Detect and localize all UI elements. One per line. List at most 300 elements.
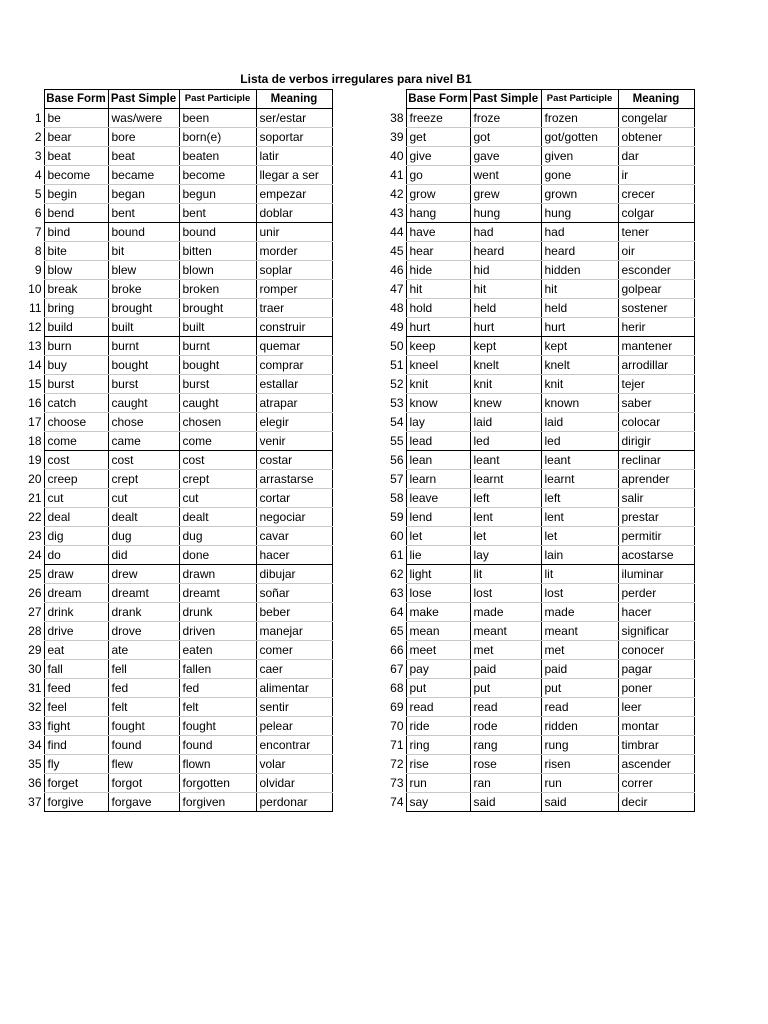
meaning-cell: tener xyxy=(618,223,694,242)
row-number: 15 xyxy=(28,377,42,391)
table-row xyxy=(380,242,694,261)
meaning-cell: golpear xyxy=(618,280,694,299)
row-number: 67 xyxy=(390,662,404,676)
base-form-cell: go xyxy=(406,166,470,185)
past-simple-cell: ate xyxy=(108,641,179,660)
row-number: 22 xyxy=(28,510,42,524)
meaning-cell: encontrar xyxy=(256,736,332,755)
meaning-cell: soñar xyxy=(256,584,332,603)
past-simple-cell: lay xyxy=(470,546,541,565)
header-past-participle: Past Participle xyxy=(179,90,256,109)
past-participle-cell: gone xyxy=(541,166,618,185)
table-row xyxy=(380,698,694,717)
table-row xyxy=(18,546,332,565)
meaning-cell: quemar xyxy=(256,337,332,356)
past-participle-cell: paid xyxy=(541,660,618,679)
table-row xyxy=(18,527,332,546)
row-number: 30 xyxy=(28,662,42,676)
table-row xyxy=(380,584,694,603)
row-number: 49 xyxy=(390,320,404,334)
table-row xyxy=(380,489,694,508)
base-form-cell: hang xyxy=(406,204,470,223)
past-participle-cell: dug xyxy=(179,527,256,546)
past-simple-cell: fed xyxy=(108,679,179,698)
row-number: 2 xyxy=(34,130,42,144)
table-row xyxy=(18,147,332,166)
past-simple-cell: bent xyxy=(108,204,179,223)
past-simple-cell: put xyxy=(470,679,541,698)
past-participle-cell: put xyxy=(541,679,618,698)
row-number: 8 xyxy=(34,244,42,258)
row-number: 12 xyxy=(28,320,42,334)
base-form-cell: lay xyxy=(406,413,470,432)
row-number: 48 xyxy=(390,301,404,315)
row-number: 19 xyxy=(28,453,42,467)
table-row xyxy=(380,394,694,413)
meaning-cell: dirigir xyxy=(618,432,694,451)
past-simple-cell: let xyxy=(470,527,541,546)
past-simple-cell: laid xyxy=(470,413,541,432)
base-form-cell: run xyxy=(406,774,470,793)
meaning-cell: costar xyxy=(256,451,332,470)
base-form-cell: blow xyxy=(44,261,108,280)
past-simple-cell: knelt xyxy=(470,356,541,375)
table-row xyxy=(18,109,332,128)
base-form-cell: bring xyxy=(44,299,108,318)
table-row xyxy=(380,774,694,793)
base-form-cell: do xyxy=(44,546,108,565)
base-form-cell: hit xyxy=(406,280,470,299)
table-body-right xyxy=(380,109,694,812)
past-simple-cell: met xyxy=(470,641,541,660)
meaning-cell: latir xyxy=(256,147,332,166)
row-number: 60 xyxy=(390,529,404,543)
base-form-cell: be xyxy=(44,109,108,128)
past-simple-cell: brought xyxy=(108,299,179,318)
past-participle-cell: built xyxy=(179,318,256,337)
header-meaning: Meaning xyxy=(256,90,332,109)
base-form-cell: mean xyxy=(406,622,470,641)
header-base-form: Base Form xyxy=(406,90,470,109)
table-row xyxy=(380,679,694,698)
base-form-cell: hear xyxy=(406,242,470,261)
base-form-cell: read xyxy=(406,698,470,717)
meaning-cell: permitir xyxy=(618,527,694,546)
base-form-cell: leave xyxy=(406,489,470,508)
base-form-cell: forget xyxy=(44,774,108,793)
base-form-cell: rise xyxy=(406,755,470,774)
past-participle-cell: come xyxy=(179,432,256,451)
table-row xyxy=(380,109,694,128)
table-row xyxy=(18,508,332,527)
past-simple-cell: bought xyxy=(108,356,179,375)
past-simple-cell: went xyxy=(470,166,541,185)
meaning-cell: crecer xyxy=(618,185,694,204)
meaning-cell: beber xyxy=(256,603,332,622)
base-form-cell: give xyxy=(406,147,470,166)
past-simple-cell: bore xyxy=(108,128,179,147)
base-form-cell: hold xyxy=(406,299,470,318)
meaning-cell: prestar xyxy=(618,508,694,527)
past-simple-cell: began xyxy=(108,185,179,204)
past-simple-cell: beat xyxy=(108,147,179,166)
past-simple-cell: hid xyxy=(470,261,541,280)
base-form-cell: lose xyxy=(406,584,470,603)
base-form-cell: grow xyxy=(406,185,470,204)
past-simple-cell: had xyxy=(470,223,541,242)
table-row xyxy=(380,641,694,660)
base-form-cell: dig xyxy=(44,527,108,546)
table-row xyxy=(18,204,332,223)
verb-table-right xyxy=(380,89,695,812)
row-number: 35 xyxy=(28,757,42,771)
table-row xyxy=(380,223,694,242)
header-base-form: Base Form xyxy=(44,90,108,109)
past-simple-cell: cut xyxy=(108,489,179,508)
row-number: 73 xyxy=(390,776,404,790)
row-number: 38 xyxy=(390,111,404,125)
base-form-cell: bear xyxy=(44,128,108,147)
past-participle-cell: chosen xyxy=(179,413,256,432)
row-number: 56 xyxy=(390,453,404,467)
past-simple-cell: burnt xyxy=(108,337,179,356)
row-number: 71 xyxy=(390,738,404,752)
base-form-cell: make xyxy=(406,603,470,622)
table-row xyxy=(18,394,332,413)
row-number: 24 xyxy=(28,548,42,562)
past-simple-cell: did xyxy=(108,546,179,565)
table-row xyxy=(380,318,694,337)
meaning-cell: soportar xyxy=(256,128,332,147)
past-simple-cell: leant xyxy=(470,451,541,470)
past-simple-cell: made xyxy=(470,603,541,622)
base-form-cell: lie xyxy=(406,546,470,565)
meaning-cell: pelear xyxy=(256,717,332,736)
past-participle-cell: bent xyxy=(179,204,256,223)
base-form-cell: pay xyxy=(406,660,470,679)
past-simple-cell: caught xyxy=(108,394,179,413)
base-form-cell: dream xyxy=(44,584,108,603)
meaning-cell: alimentar xyxy=(256,679,332,698)
row-number: 17 xyxy=(28,415,42,429)
past-participle-cell: fed xyxy=(179,679,256,698)
row-number: 64 xyxy=(390,605,404,619)
past-simple-cell: got xyxy=(470,128,541,147)
meaning-cell: iluminar xyxy=(618,565,694,584)
row-number: 13 xyxy=(28,339,42,353)
meaning-cell: comer xyxy=(256,641,332,660)
meaning-cell: cortar xyxy=(256,489,332,508)
past-participle-cell: fought xyxy=(179,717,256,736)
past-participle-cell: laid xyxy=(541,413,618,432)
past-simple-cell: bound xyxy=(108,223,179,242)
meaning-cell: colgar xyxy=(618,204,694,223)
meaning-cell: atrapar xyxy=(256,394,332,413)
meaning-cell: comprar xyxy=(256,356,332,375)
row-number: 72 xyxy=(390,757,404,771)
base-form-cell: bite xyxy=(44,242,108,261)
meaning-cell: correr xyxy=(618,774,694,793)
past-simple-cell: hit xyxy=(470,280,541,299)
table-row xyxy=(18,470,332,489)
base-form-cell: learn xyxy=(406,470,470,489)
meaning-cell: construir xyxy=(256,318,332,337)
table-row xyxy=(18,489,332,508)
past-simple-cell: grew xyxy=(470,185,541,204)
past-participle-cell: leant xyxy=(541,451,618,470)
row-number: 40 xyxy=(390,149,404,163)
row-number: 63 xyxy=(390,586,404,600)
past-simple-cell: drew xyxy=(108,565,179,584)
table-row xyxy=(18,755,332,774)
past-simple-cell: fought xyxy=(108,717,179,736)
past-participle-cell: felt xyxy=(179,698,256,717)
past-participle-cell: made xyxy=(541,603,618,622)
row-number: 6 xyxy=(34,206,42,220)
past-simple-cell: drove xyxy=(108,622,179,641)
table-row xyxy=(18,280,332,299)
meaning-cell: salir xyxy=(618,489,694,508)
row-number: 11 xyxy=(29,301,42,315)
base-form-cell: lean xyxy=(406,451,470,470)
table-row xyxy=(18,698,332,717)
row-number: 50 xyxy=(390,339,404,353)
base-form-cell: knit xyxy=(406,375,470,394)
row-number: 23 xyxy=(28,529,42,543)
past-simple-cell: broke xyxy=(108,280,179,299)
table-row xyxy=(380,147,694,166)
table-row xyxy=(380,299,694,318)
table-row xyxy=(380,166,694,185)
past-simple-cell: chose xyxy=(108,413,179,432)
meaning-cell: pagar xyxy=(618,660,694,679)
table-row xyxy=(18,641,332,660)
base-form-cell: light xyxy=(406,565,470,584)
header-past-participle: Past Participle xyxy=(541,90,618,109)
row-number: 54 xyxy=(390,415,404,429)
table-row xyxy=(18,622,332,641)
table-row xyxy=(380,337,694,356)
header-meaning: Meaning xyxy=(618,90,694,109)
past-simple-cell: kept xyxy=(470,337,541,356)
meaning-cell: significar xyxy=(618,622,694,641)
meaning-cell: caer xyxy=(256,660,332,679)
past-participle-cell: bitten xyxy=(179,242,256,261)
past-participle-cell: burnt xyxy=(179,337,256,356)
meaning-cell: morder xyxy=(256,242,332,261)
past-simple-cell: hung xyxy=(470,204,541,223)
past-participle-cell: blown xyxy=(179,261,256,280)
past-simple-cell: flew xyxy=(108,755,179,774)
row-number: 5 xyxy=(34,187,42,201)
meaning-cell: hacer xyxy=(256,546,332,565)
table-row xyxy=(380,603,694,622)
row-number: 55 xyxy=(390,434,404,448)
table-row xyxy=(380,755,694,774)
past-simple-cell: drank xyxy=(108,603,179,622)
meaning-cell: olvidar xyxy=(256,774,332,793)
row-number: 62 xyxy=(390,567,404,581)
meaning-cell: perder xyxy=(618,584,694,603)
table-row xyxy=(380,565,694,584)
meaning-cell: manejar xyxy=(256,622,332,641)
meaning-cell: empezar xyxy=(256,185,332,204)
base-form-cell: choose xyxy=(44,413,108,432)
row-number: 46 xyxy=(390,263,404,277)
past-simple-cell: paid xyxy=(470,660,541,679)
row-number: 32 xyxy=(28,700,42,714)
past-participle-cell: fallen xyxy=(179,660,256,679)
past-participle-cell: become xyxy=(179,166,256,185)
base-form-cell: beat xyxy=(44,147,108,166)
past-simple-cell: learnt xyxy=(470,470,541,489)
base-form-cell: fight xyxy=(44,717,108,736)
past-participle-cell: knelt xyxy=(541,356,618,375)
base-form-cell: burst xyxy=(44,375,108,394)
base-form-cell: say xyxy=(406,793,470,812)
row-number: 36 xyxy=(28,776,42,790)
base-form-cell: let xyxy=(406,527,470,546)
meaning-cell: tejer xyxy=(618,375,694,394)
table-row xyxy=(18,774,332,793)
table-row xyxy=(18,337,332,356)
table-row xyxy=(18,432,332,451)
past-simple-cell: lent xyxy=(470,508,541,527)
past-participle-cell: said xyxy=(541,793,618,812)
base-form-cell: find xyxy=(44,736,108,755)
meaning-cell: oir xyxy=(618,242,694,261)
table-row xyxy=(18,565,332,584)
past-participle-cell: lost xyxy=(541,584,618,603)
past-participle-cell: hurt xyxy=(541,318,618,337)
past-participle-cell: bound xyxy=(179,223,256,242)
row-number: 68 xyxy=(390,681,404,695)
table-row xyxy=(380,261,694,280)
table-row xyxy=(380,280,694,299)
base-form-cell: creep xyxy=(44,470,108,489)
row-number: 18 xyxy=(28,434,42,448)
meaning-cell: soplar xyxy=(256,261,332,280)
table-row xyxy=(380,527,694,546)
past-participle-cell: given xyxy=(541,147,618,166)
row-number: 59 xyxy=(390,510,404,524)
row-number: 74 xyxy=(390,795,404,809)
past-participle-cell: grown xyxy=(541,185,618,204)
meaning-cell: aprender xyxy=(618,470,694,489)
past-simple-cell: cost xyxy=(108,451,179,470)
table-row xyxy=(380,356,694,375)
meaning-cell: ascender xyxy=(618,755,694,774)
meaning-cell: llegar a ser xyxy=(256,166,332,185)
past-simple-cell: heard xyxy=(470,242,541,261)
past-participle-cell: risen xyxy=(541,755,618,774)
past-participle-cell: forgotten xyxy=(179,774,256,793)
meaning-cell: ir xyxy=(618,166,694,185)
past-simple-cell: rang xyxy=(470,736,541,755)
header-past-simple: Past Simple xyxy=(470,90,541,109)
row-number: 26 xyxy=(28,586,42,600)
base-form-cell: lend xyxy=(406,508,470,527)
base-form-cell: feed xyxy=(44,679,108,698)
row-number: 3 xyxy=(34,149,42,163)
table-row xyxy=(18,128,332,147)
past-simple-cell: meant xyxy=(470,622,541,641)
meaning-cell: poner xyxy=(618,679,694,698)
past-simple-cell: rode xyxy=(470,717,541,736)
base-form-cell: buy xyxy=(44,356,108,375)
meaning-cell: ser/estar xyxy=(256,109,332,128)
row-number: 47 xyxy=(390,282,404,296)
meaning-cell: decir xyxy=(618,793,694,812)
meaning-cell: volar xyxy=(256,755,332,774)
meaning-cell: cavar xyxy=(256,527,332,546)
past-participle-cell: cut xyxy=(179,489,256,508)
base-form-cell: bind xyxy=(44,223,108,242)
past-participle-cell: brought xyxy=(179,299,256,318)
table-row xyxy=(18,413,332,432)
past-participle-cell: hit xyxy=(541,280,618,299)
meaning-cell: dibujar xyxy=(256,565,332,584)
past-participle-cell: meant xyxy=(541,622,618,641)
base-form-cell: cost xyxy=(44,451,108,470)
header-past-simple: Past Simple xyxy=(108,90,179,109)
past-participle-cell: been xyxy=(179,109,256,128)
past-participle-cell: led xyxy=(541,432,618,451)
past-participle-cell: hung xyxy=(541,204,618,223)
row-number: 33 xyxy=(28,719,42,733)
base-form-cell: build xyxy=(44,318,108,337)
table-row xyxy=(18,242,332,261)
past-participle-cell: dreamt xyxy=(179,584,256,603)
past-participle-cell: dealt xyxy=(179,508,256,527)
row-number: 57 xyxy=(390,472,404,486)
base-form-cell: get xyxy=(406,128,470,147)
header-number xyxy=(18,90,44,109)
table-row xyxy=(380,793,694,812)
past-simple-cell: rose xyxy=(470,755,541,774)
base-form-cell: catch xyxy=(44,394,108,413)
past-simple-cell: lit xyxy=(470,565,541,584)
row-number: 16 xyxy=(28,396,42,410)
base-form-cell: know xyxy=(406,394,470,413)
row-number: 58 xyxy=(390,491,404,505)
row-number: 25 xyxy=(28,567,42,581)
row-number: 42 xyxy=(390,187,404,201)
meaning-cell: unir xyxy=(256,223,332,242)
past-participle-cell: got/gotten xyxy=(541,128,618,147)
meaning-cell: elegir xyxy=(256,413,332,432)
header-number xyxy=(380,90,406,109)
past-simple-cell: forgave xyxy=(108,793,179,812)
base-form-cell: have xyxy=(406,223,470,242)
base-form-cell: drink xyxy=(44,603,108,622)
past-simple-cell: blew xyxy=(108,261,179,280)
past-simple-cell: said xyxy=(470,793,541,812)
base-form-cell: draw xyxy=(44,565,108,584)
meaning-cell: colocar xyxy=(618,413,694,432)
past-simple-cell: hurt xyxy=(470,318,541,337)
meaning-cell: esconder xyxy=(618,261,694,280)
page-title: Lista de verbos irregulares para nivel B1 xyxy=(240,72,472,86)
row-number: 37 xyxy=(28,795,42,809)
meaning-cell: arrodillar xyxy=(618,356,694,375)
past-simple-cell: led xyxy=(470,432,541,451)
past-participle-cell: kept xyxy=(541,337,618,356)
table-row xyxy=(380,546,694,565)
past-simple-cell: burst xyxy=(108,375,179,394)
base-form-cell: meet xyxy=(406,641,470,660)
past-participle-cell: heard xyxy=(541,242,618,261)
